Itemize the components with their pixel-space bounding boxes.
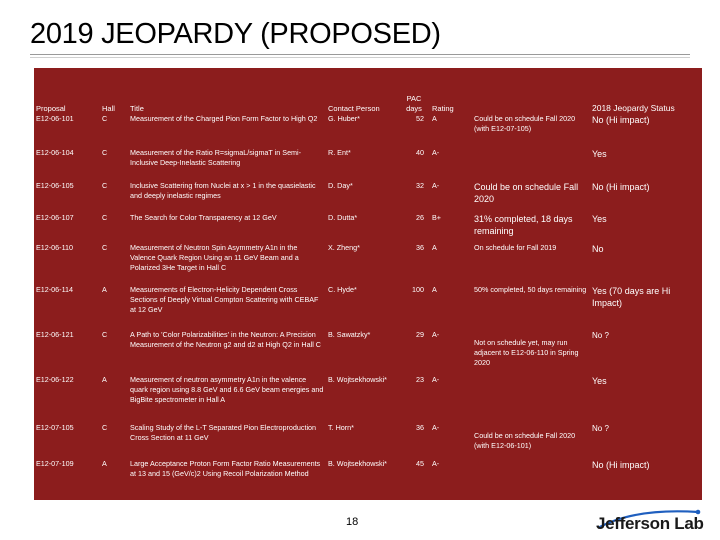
cell-proposal: E12-06-101	[36, 114, 74, 123]
header-contact: Contact Person	[328, 104, 380, 113]
table-row	[34, 114, 702, 148]
cell-contact: T. Horn*	[328, 423, 354, 432]
table-row	[34, 423, 702, 459]
table-row	[34, 243, 702, 285]
cell-proposal: E12-06-114	[36, 285, 74, 294]
cell-title: Scaling Study of the L-T Separated Pion Electroproduction Cross Section at 11 GeV	[130, 423, 317, 442]
cell-contact: B. Sawatzky*	[328, 330, 371, 339]
cell-pac-days: 36	[416, 243, 424, 252]
cell-schedule: Could be on schedule Fall 2020	[474, 182, 579, 204]
header-schedule	[472, 68, 590, 114]
cell-pac-days: 26	[416, 213, 424, 222]
cell-pac-days: 23	[416, 375, 424, 384]
table-row	[34, 375, 702, 423]
cell-contact: B. Wojtsekhowski*	[328, 459, 387, 468]
header-hall: Hall	[102, 104, 115, 113]
cell-hall: C	[102, 330, 108, 339]
cell-rating: A-	[432, 330, 440, 339]
cell-title: Measurement of the Ratio R=sigmaL/sigmaT in Semi-Inclusive Deep-Inelastic Scattering	[130, 148, 302, 167]
title-divider-secondary	[30, 57, 690, 58]
cell-schedule	[472, 459, 590, 499]
cell-rating: A	[432, 285, 437, 294]
table-row	[34, 330, 702, 375]
cell-pac-days: 45	[416, 459, 424, 468]
cell-proposal: E12-06-107	[36, 213, 74, 222]
cell-hall: C	[102, 114, 108, 123]
cell-schedule	[472, 375, 590, 423]
cell-title: The Search for Color Transparency at 12 GeV	[130, 213, 277, 222]
cell-status: No ?	[592, 424, 609, 433]
cell-status: Yes	[592, 214, 607, 224]
cell-title: Measurements of Electron-Helicity Dependent Cross Sections of Deeply Virtual Compton Scattering with CEBAF at 12 GeV	[130, 285, 319, 314]
cell-rating: A	[432, 114, 437, 123]
table-row	[34, 459, 702, 499]
cell-rating: A-	[432, 423, 440, 432]
header-rating: Rating	[432, 104, 454, 113]
cell-hall: A	[102, 285, 107, 294]
table-row	[34, 181, 702, 213]
cell-status: Yes	[592, 376, 607, 386]
cell-contact: C. Hyde*	[328, 285, 357, 294]
cell-hall: C	[102, 213, 108, 222]
slide-title: 2019 JEOPARDY (PROPOSED)	[30, 18, 441, 50]
cell-proposal: E12-07-105	[36, 423, 74, 432]
cell-title: Measurement of Neutron Spin Asymmetry A1n in the Valence Quark Region Using an 11 GeV Beam and a Polarized 3He Target in Hall C	[130, 243, 299, 272]
cell-rating: A-	[432, 375, 440, 384]
jefferson-lab-logo	[594, 506, 704, 536]
cell-rating: A-	[432, 181, 440, 190]
cell-contact: X. Zheng*	[328, 243, 360, 252]
cell-hall: C	[102, 148, 108, 157]
cell-pac-days: 36	[416, 423, 424, 432]
table-header-row	[34, 68, 702, 114]
cell-status: No ?	[592, 331, 609, 340]
table-row	[34, 213, 702, 243]
jeopardy-table	[34, 68, 702, 499]
cell-status: Yes	[592, 149, 607, 159]
cell-rating: B+	[432, 213, 441, 222]
cell-status: No (Hi impact)	[592, 460, 650, 470]
table-row	[34, 148, 702, 181]
cell-proposal: E12-07-109	[36, 459, 74, 468]
cell-title: Inclusive Scattering from Nuclei at x > 1 in the quasielastic and deeply inelastic regimes	[130, 181, 316, 200]
cell-hall: C	[102, 181, 108, 190]
cell-pac-days: 52	[416, 114, 424, 123]
cell-pac-days: 40	[416, 148, 424, 157]
cell-contact: D. Day*	[328, 181, 353, 190]
cell-proposal: E12-06-110	[36, 243, 74, 252]
cell-status: Yes (70 days are Hi Impact)	[592, 286, 671, 308]
cell-rating: A-	[432, 459, 440, 468]
cell-hall: C	[102, 243, 108, 252]
cell-pac-days: 100	[412, 285, 424, 294]
cell-proposal: E12-06-105	[36, 181, 74, 190]
cell-rating: A	[432, 243, 437, 252]
cell-pac-days: 32	[416, 181, 424, 190]
cell-schedule: 31% completed, 18 days remaining	[474, 214, 573, 236]
header-proposal: Proposal	[36, 104, 66, 113]
cell-title: Measurement of neutron asymmetry A1n in the valence quark region using 8.8 GeV and 6.6 GeV beam energies and BigBite spectrometer in Hall A	[130, 375, 324, 404]
cell-title: Measurement of the Charged Pion Form Factor to High Q2	[130, 114, 318, 123]
cell-status: No	[592, 244, 604, 254]
cell-hall: A	[102, 459, 107, 468]
cell-schedule: 50% completed, 50 days remaining	[474, 285, 587, 294]
title-divider	[30, 54, 690, 55]
cell-pac-days: 29	[416, 330, 424, 339]
cell-contact: R. Ent*	[328, 148, 351, 157]
cell-hall: A	[102, 375, 107, 384]
cell-schedule: Could be on schedule Fall 2020 (with E12-06-101)	[474, 431, 576, 450]
cell-contact: D. Dutta*	[328, 213, 358, 222]
cell-title: Large Acceptance Proton Form Factor Ratio Measurements at 13 and 15 (GeV/c)2 Using Recoil Polarization Method	[130, 459, 321, 478]
header-pac-days: PAC days	[406, 94, 422, 113]
cell-rating: A-	[432, 148, 440, 157]
cell-contact: G. Huber*	[328, 114, 360, 123]
cell-schedule: Not on schedule yet, may run adjacent to E12-06-110 in Spring 2020	[474, 338, 579, 367]
cell-status: No (Hi impact)	[592, 182, 650, 192]
logo-text: Jefferson Lab	[596, 514, 704, 533]
cell-schedule: On schedule for Fall 2019	[474, 243, 557, 252]
cell-title: A Path to 'Color Polarizabilities' in the Neutron: A Precision Measurement of the Neutron g2 and d2 at High Q2 in Hall C	[130, 330, 321, 349]
header-status: 2018 Jeopardy Status	[592, 103, 675, 113]
cell-proposal: E12-06-122	[36, 375, 74, 384]
cell-proposal: E12-06-104	[36, 148, 74, 157]
cell-schedule: Could be on schedule Fall 2020 (with E12-07-105)	[474, 114, 576, 133]
cell-contact: B. Wojtsekhowski*	[328, 375, 387, 384]
cell-proposal: E12-06-121	[36, 330, 74, 339]
page-number: 18	[346, 516, 359, 528]
cell-hall: C	[102, 423, 108, 432]
jeopardy-table-container	[34, 68, 702, 500]
table-row	[34, 285, 702, 330]
cell-status: No (Hi impact)	[592, 115, 650, 125]
cell-schedule	[472, 148, 590, 181]
header-title: Title	[130, 104, 144, 113]
